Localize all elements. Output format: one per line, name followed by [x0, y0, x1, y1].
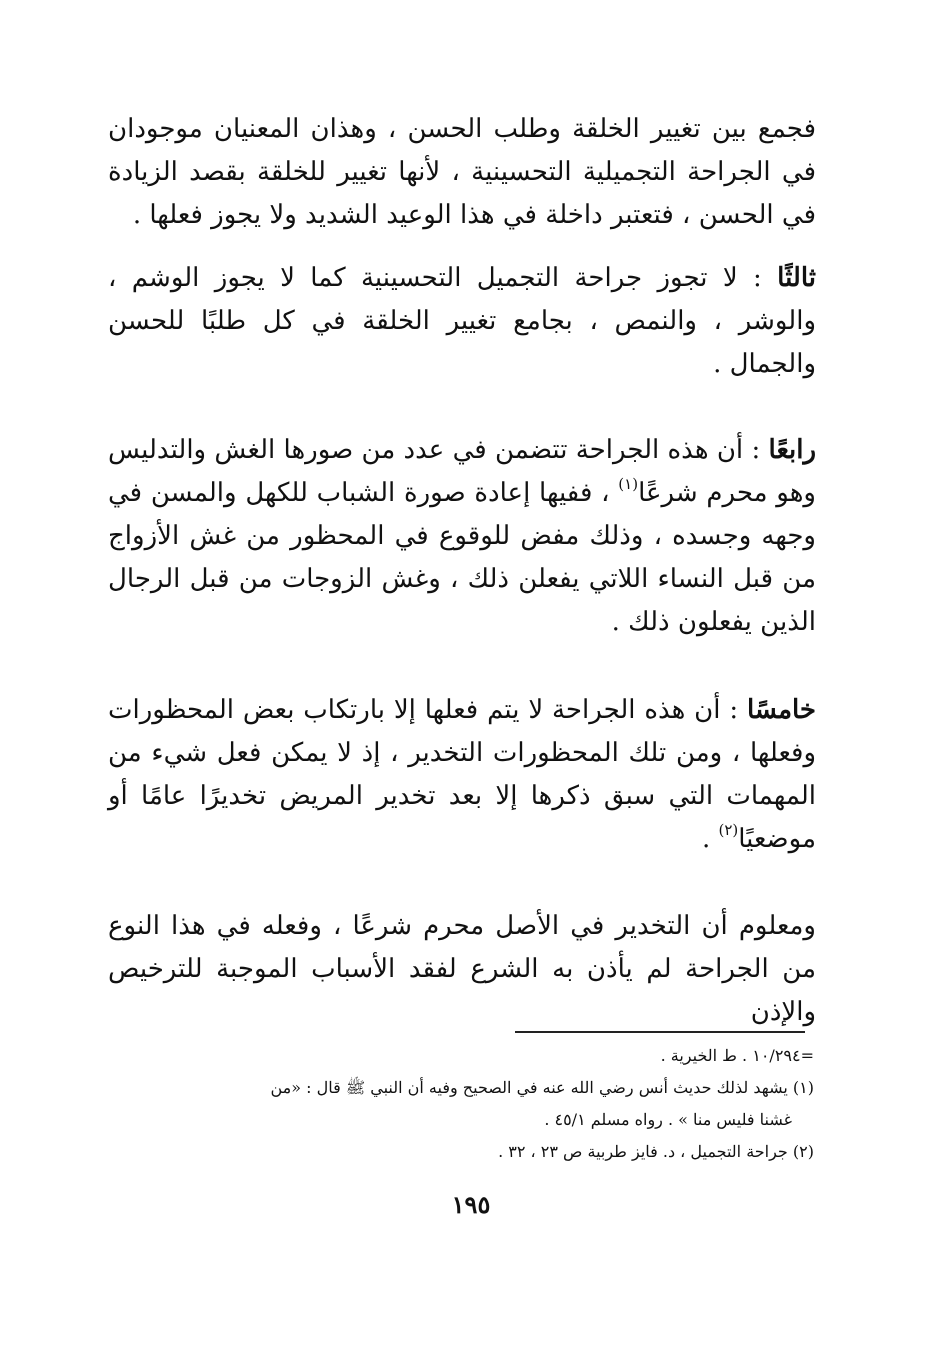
paragraph-3-text-a: : أن هذه الجراحة تتضمن في عدد من صورها الغش والتدليس وهو محرم شرعًا — [108, 435, 816, 508]
footnote-continuation: =١٠/٢٩٤ . ط الخيرية . — [660, 1046, 814, 1065]
paragraph-2-text: : لا تجوز جراحة التجميل التحسينية كما لا يجوز الوشم ، والوشر ، والنمص ، بجامع تغيير الخلقة في كل طلبًا للحسن والجمال . — [108, 263, 816, 379]
paragraph-3 — [108, 429, 816, 644]
footnote-1-line-2: غشنا فليس منا » . رواه مسلم ٤٥/١ . — [544, 1110, 792, 1129]
paragraph-4-text-a: : أن هذه الجراحة لا يتم فعلها إلا بارتكاب بعض المحظورات وفعلها ، ومن تلك المحظورات التخدير ، إذ لا يمكن فعل شيء من المهمات التي سبق ذكرها إلا بعد تخدير المريض تخديرًا عامًا أو موضعيًا — [108, 695, 816, 854]
paragraph-3-text-b: ، ففيها إعادة صورة الشباب للكهل والمسن في وجهه وجسده ، وذلك مفض للوقوع في المحظور من غش الأزواج من قبل النساء اللاتي يفعلن ذلك ، وغش الزوجات من قبل الرجال الذين يفعلون ذلك . — [108, 478, 816, 637]
paragraph-4-heading: خامسًا — [746, 695, 816, 725]
paragraph-4-text-b: . — [701, 824, 719, 854]
paragraph-3-heading: رابعًا — [768, 435, 816, 465]
paragraph-2-heading: ثالثًا — [777, 263, 816, 293]
paragraph-4 — [108, 689, 816, 861]
footnote-divider — [515, 1031, 805, 1033]
footnote-1-line-1: (١) يشهد لذلك حديث أنس رضي الله عنه في الصحيح وفيه أن النبي ﷺ قال : «من — [270, 1078, 814, 1097]
footnote-ref-2[interactable]: (٢) — [718, 821, 739, 839]
paragraph-5-text: ومعلوم أن التخدير في الأصل محرم شرعًا ، وفعله في هذا النوع من الجراحة لم يأذن به الشرع لفقد الأسباب الموجبة للترخيص والإذن — [108, 911, 816, 1027]
footnote-ref-1[interactable]: (١) — [618, 475, 639, 493]
page-number: ١٩٥ — [451, 1190, 491, 1219]
footnotes — [108, 1040, 814, 1168]
paragraph-2 — [108, 257, 816, 386]
paragraph-1-text: فجمع بين تغيير الخلقة وطلب الحسن ، وهذان المعنيان موجودان في الجراحة التجميلية التحسينية ، لأنها تغيير للخلقة بقصد الزيادة في الحسن ، فتعتبر داخلة في هذا الوعيد الشديد ولا يجوز فعلها . — [108, 114, 816, 230]
paragraph-5 — [108, 905, 816, 1034]
paragraph-1 — [108, 108, 816, 237]
footnote-2: (٢) جراحة التجميل ، د. فايز طربية ص ٢٣ ، ٣٢ . — [498, 1142, 814, 1161]
